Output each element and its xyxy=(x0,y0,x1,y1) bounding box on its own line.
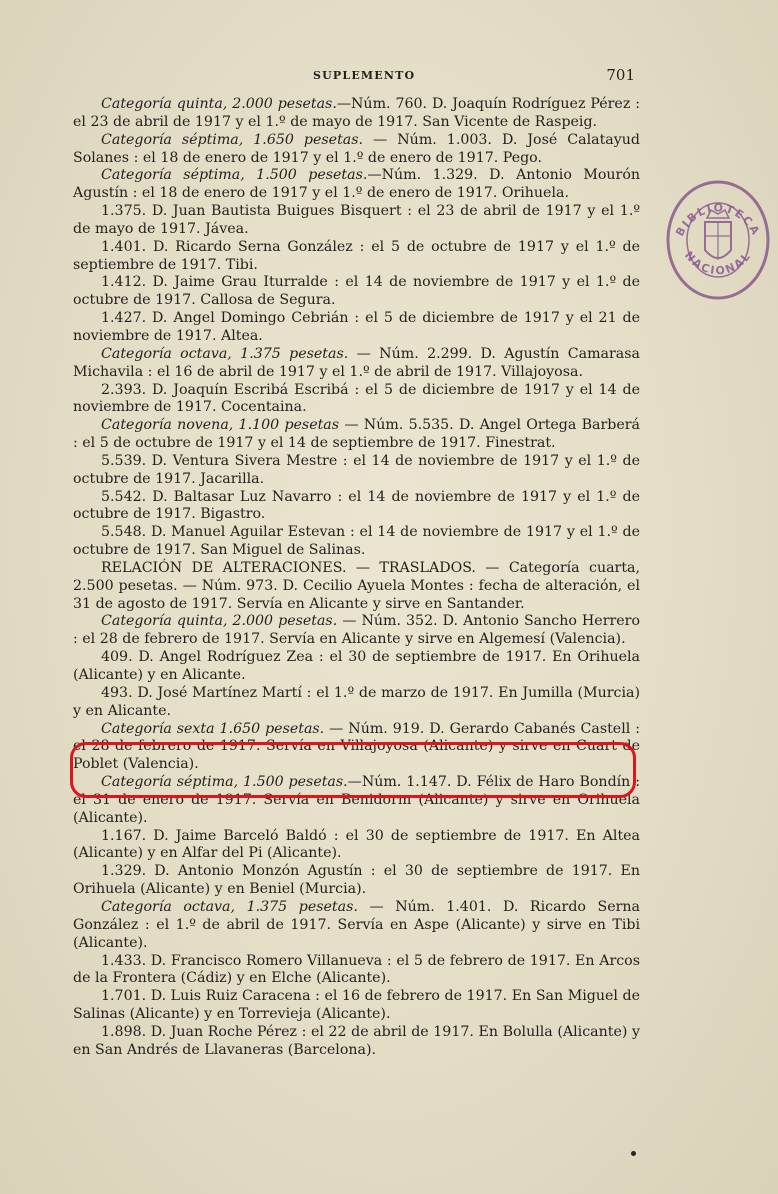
paragraph: 1.701. D. Luis Ruiz Caracena : el 16 de febrero de 1917. En San Miguel de Salinas (Alicante) y en Torrevieja (Alicante). xyxy=(73,988,640,1023)
paragraph: 1.898. D. Juan Roche Pérez : el 22 de abril de 1917. En Bolulla (Alicante) y en San Andrés de Llavaneras (Barcelona). xyxy=(73,1023,640,1058)
running-head: SUPLEMENTO xyxy=(313,69,416,82)
paragraph: Categoría novena, 1.100 pesetas — Núm. 5.535. D. Angel Ortega Barberá : el 5 de octubre de 1917 y el 14 de septiembre de 1917. Finestrat. xyxy=(73,417,640,452)
stamp-text-bottom: NACIONAL xyxy=(682,248,754,278)
paragraph: 5.542. D. Baltasar Luz Navarro : el 14 de noviembre de 1917 y el 1.º de octubre de 1917. Bigastro. xyxy=(73,488,640,523)
page-header xyxy=(70,66,635,86)
paragraph: 1.433. D. Francisco Romero Villanueva : el 5 de febrero de 1917. En Arcos de la Frontera (Cádiz) y en Elche (Alicante). xyxy=(73,952,640,987)
paragraph: Categoría séptima, 1.650 pesetas. — Núm. 1.003. D. José Calatayud Solanes : el 18 de enero de 1917 y el 1.º de enero de 1917. Pego. xyxy=(73,131,640,166)
paragraph: Categoría quinta, 2.000 pesetas.—Núm. 760. D. Joaquín Rodríguez Pérez : el 23 de abril de 1917 y el 1.º de mayo de 1917. San Vicente de Raspeig. xyxy=(73,96,640,130)
paragraph: RELACIÓN DE ALTERACIONES. — TRASLADOS. — Categoría cuarta, 2.500 pesetas. — Núm. 973. D. Cecilio Ayuela Montes : fecha de alteración, el 31 de agosto de 1917. Servía en Alicante y sirve en Santander. xyxy=(73,559,640,612)
paragraph: 5.539. D. Ventura Sivera Mestre : el 14 de noviembre de 1917 y el 1.º de octubre de 1917. Jacarilla. xyxy=(73,452,640,487)
page-number: 701 xyxy=(606,66,635,84)
paragraph: Categoría octava, 1.375 pesetas. — Núm. 2.299. D. Agustín Camarasa Michavila : el 16 de abril de 1917 y el 1.º de abril de 1917. Villajoyosa. xyxy=(73,345,640,380)
paragraph: 1.401. D. Ricardo Serna González : el 5 de octubre de 1917 y el 1.º de septiembre de 1917. Tibi. xyxy=(73,238,640,273)
paragraph: 1.167. D. Jaime Barceló Baldó : el 30 de septiembre de 1917. En Altea (Alicante) y en Alfar del Pi (Alicante). xyxy=(73,827,640,862)
paragraph: 1.329. D. Antonio Monzón Agustín : el 30 de septiembre de 1917. En Orihuela (Alicante) y en Beniel (Murcia). xyxy=(73,863,640,898)
paragraph: Categoría octava, 1.375 pesetas. — Núm. 1.401. D. Ricardo Serna González : el 1.º de abril de 1917. Servía en Aspe (Alicante) y sirve en Tibi (Alicante). xyxy=(73,898,640,951)
paragraph: 5.548. D. Manuel Aguilar Estevan : el 14 de noviembre de 1917 y el 1.º de octubre de 1917. San Miguel de Salinas. xyxy=(73,524,640,559)
paragraph: 1.427. D. Angel Domingo Cebrián : el 5 de diciembre de 1917 y el 21 de noviembre de 1917. Altea. xyxy=(73,310,640,344)
library-stamp xyxy=(665,178,771,302)
page-body xyxy=(73,96,640,1060)
highlight-box xyxy=(70,742,636,798)
ink-speck xyxy=(631,1151,636,1156)
paragraph-highlighted: Categoría sexta 1.650 pesetas. — Núm. 919. D. Gerardo Cabanés Castell : el 28 de febrero de 1917. Servía en Villajoyosa (Alicante) y sirve en Cuart de Poblet (Valencia). xyxy=(73,720,640,773)
paragraph: Categoría séptima, 1.500 pesetas.—Núm. 1.147. D. Félix de Haro Bondín : el 31 de enero de 1917. Servía en Benidorm (Alicante) y sirve en Orihuela (Alicante). xyxy=(73,774,641,826)
stamp-text-top: BIBLIOTECA xyxy=(673,201,763,239)
paragraph: Categoría quinta, 2.000 pesetas. — Núm. 352. D. Antonio Sancho Herrero : el 28 de febrero de 1917. Servía en Alicante y sirve en Algemesí (Valencia). xyxy=(73,613,640,648)
paragraph: 493. D. José Martínez Martí : el 1.º de marzo de 1917. En Jumilla (Murcia) y en Alicante. xyxy=(73,684,640,719)
paragraph: 409. D. Angel Rodríguez Zea : el 30 de septiembre de 1917. En Orihuela (Alicante) y en Alicante. xyxy=(73,649,640,683)
paragraph: 2.393. D. Joaquín Escribá Escribá : el 5 de diciembre de 1917 y el 14 de noviembre de 1917. Cocentaina. xyxy=(73,381,640,416)
paragraph: 1.412. D. Jaime Grau Iturralde : el 14 de noviembre de 1917 y el 1.º de octubre de 1917. Callosa de Segura. xyxy=(73,274,640,309)
paragraph: 1.375. D. Juan Bautista Buigues Bisquert : el 23 de abril de 1917 y el 1.º de mayo de 1917. Jávea. xyxy=(73,203,640,237)
paragraph: Categoría séptima, 1.500 pesetas.—Núm. 1.329. D. Antonio Mourón Agustín : el 18 de enero de 1917 y el 1.º de enero de 1917. Orihuela. xyxy=(73,167,641,202)
